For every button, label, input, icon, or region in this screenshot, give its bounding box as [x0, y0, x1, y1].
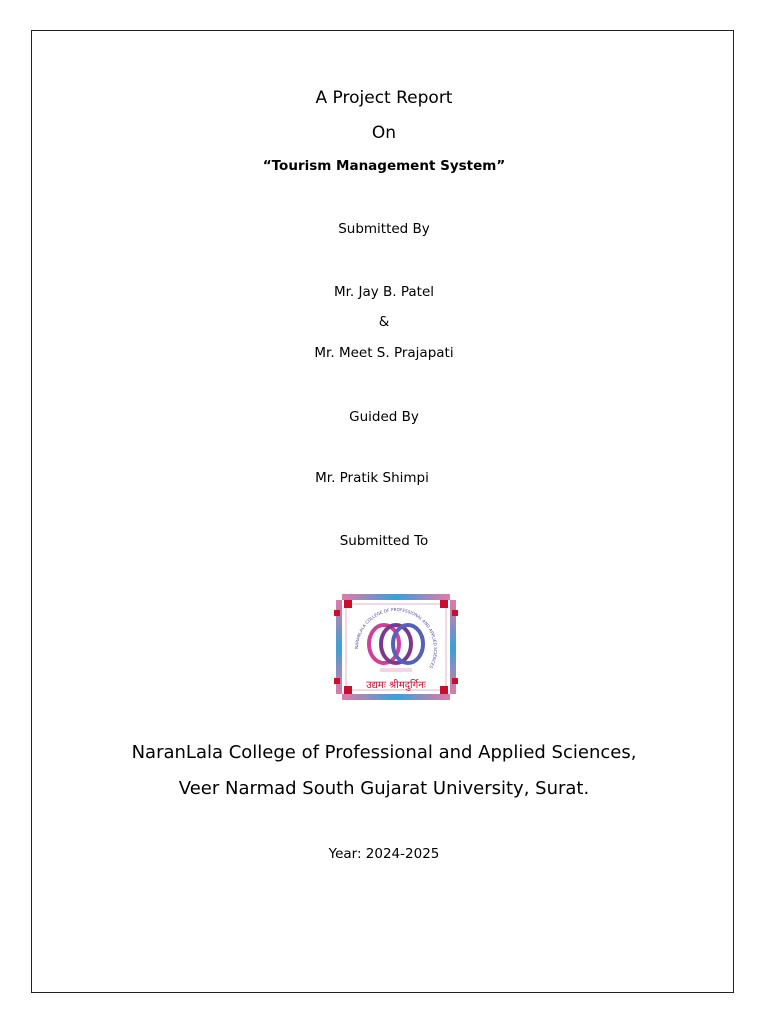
submitted-by-label: Submitted By: [338, 221, 430, 237]
project-name: “Tourism Management System”: [262, 158, 506, 174]
logo-ring-text: NARANLALA COLLEGE OF PROFESSIONAL AND APPLIED SCIENCES: [353, 606, 439, 670]
logo-corner: [344, 600, 352, 608]
guide-name: Mr. Pratik Shimpi: [315, 470, 429, 486]
college-logo: [334, 592, 458, 702]
logo-corner: [440, 686, 448, 694]
logo-frame-bottom: [342, 694, 450, 700]
student-name-2: Mr. Meet S. Prajapati: [314, 345, 454, 361]
submitted-to-label: Submitted To: [339, 533, 429, 549]
college-name: NaranLala College of Professional and Applied Sciences,: [131, 742, 637, 763]
report-title-line-2: On: [371, 123, 397, 143]
university-name: Veer Narmad South Gujarat University, Surat.: [178, 778, 590, 799]
report-title-line-1: A Project Report: [315, 88, 453, 108]
logo-frame-top: [342, 594, 450, 600]
logo-corner: [344, 686, 352, 694]
academic-year: Year: 2024-2025: [328, 846, 440, 862]
logo-corner: [440, 600, 448, 608]
student-name-1: Mr. Jay B. Patel: [333, 284, 435, 300]
name-separator: &: [378, 314, 390, 330]
guided-by-label: Guided By: [349, 409, 419, 425]
logo-motto: उद्यमः श्रीमदुर्गिनः: [366, 680, 426, 691]
